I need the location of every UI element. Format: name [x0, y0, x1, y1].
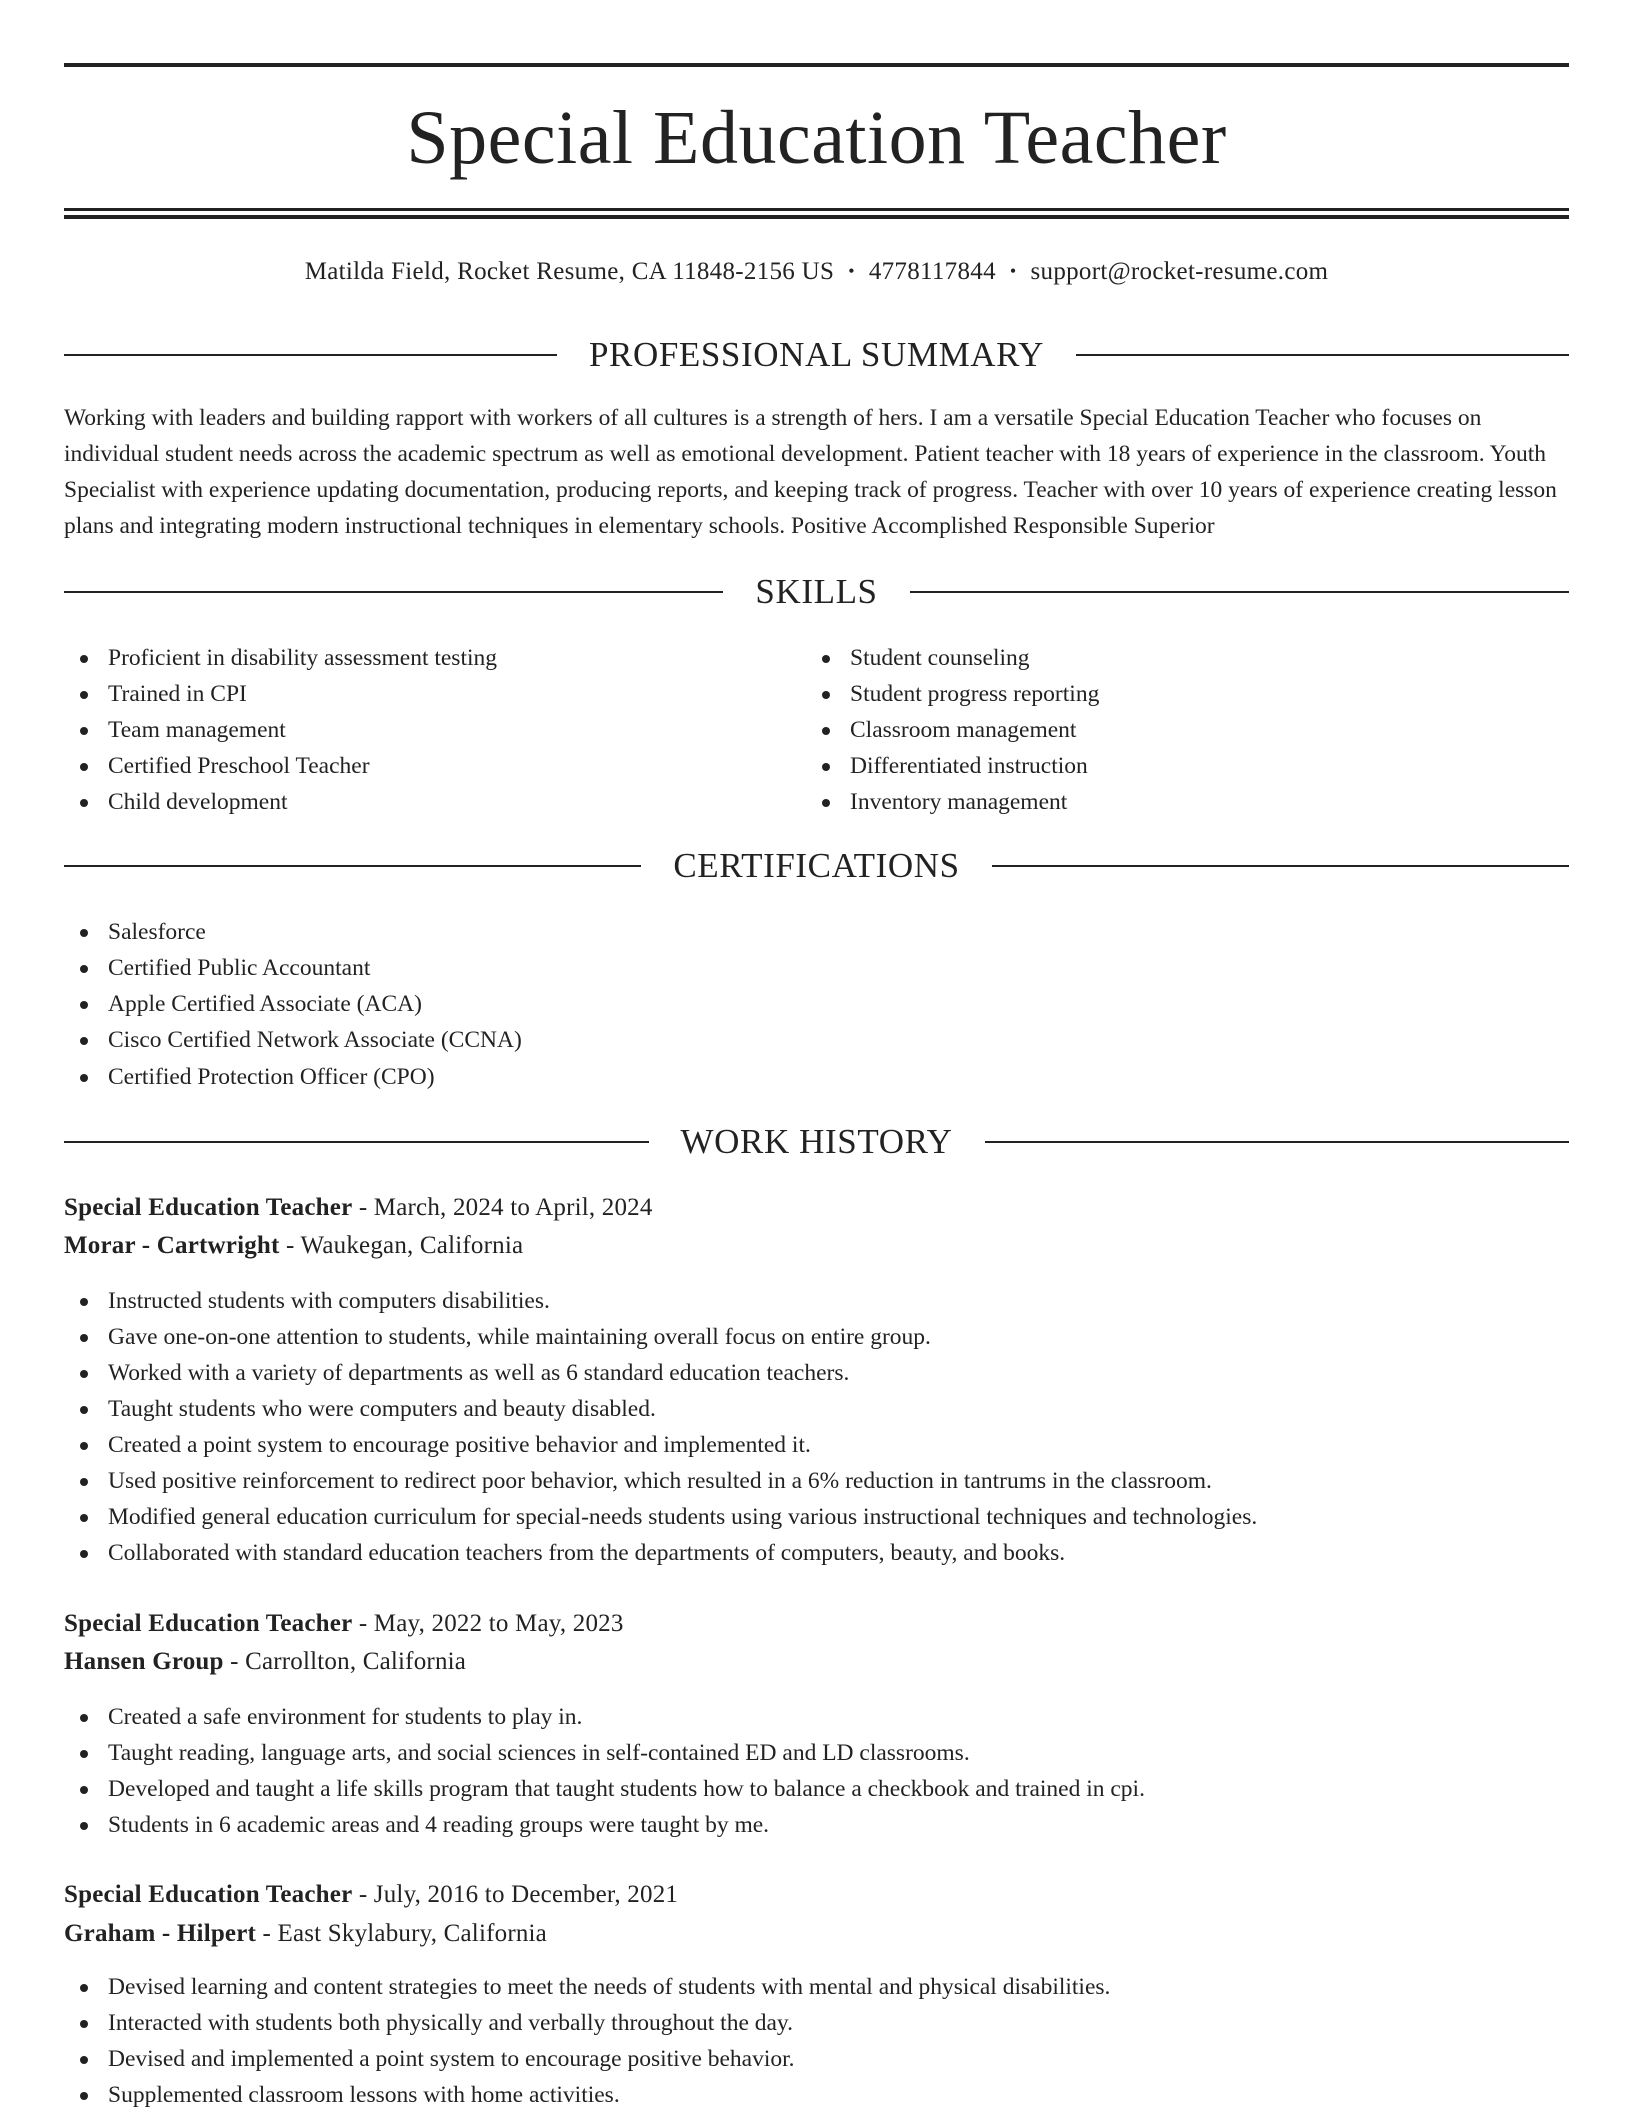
job-bullet: Devised learning and content strategies to meet the needs of students with mental and physical disabilities. — [64, 1969, 1110, 2005]
skill-item: Inventory management — [806, 784, 1099, 820]
job-title: Special Education Teacher — [64, 1194, 353, 1221]
job-bullet: Worked with a variety of departments as well as 6 standard education teachers. — [64, 1355, 1257, 1391]
certifications-heading-label: CERTIFICATIONS — [673, 846, 960, 885]
skill-item: Student counseling — [806, 640, 1099, 676]
job-title-line — [64, 1605, 624, 1643]
certification-item: Apple Certified Associate (ACA) — [64, 986, 522, 1022]
job-company-line — [64, 1915, 547, 1953]
job-company: Morar - Cartwright — [64, 1232, 280, 1259]
job-bullet: Taught reading, language arts, and social sciences in self-contained ED and LD classrooms. — [64, 1735, 1145, 1771]
heading-rule-left — [64, 354, 557, 356]
job-company-line — [64, 1227, 523, 1265]
skills-list-left — [64, 640, 497, 820]
skill-item: Student progress reporting — [806, 676, 1099, 712]
job-bullet: Modified general education curriculum for special-needs students using various instructional techniques and technologies. — [64, 1499, 1257, 1535]
job-location: - Carrollton, California — [223, 1648, 467, 1675]
job-bullet: Instructed students with computers disabilities. — [64, 1283, 1257, 1319]
work-history-heading — [64, 1120, 1569, 1164]
job-title-line — [64, 1189, 653, 1227]
job-bullet: Created a safe environment for students to play in. — [64, 1699, 1145, 1735]
job-bullet: Collaborated with standard education teachers from the departments of computers, beauty, and books. — [64, 1535, 1257, 1571]
contact-separator: • — [1009, 261, 1017, 281]
job-bullet: Gave one-on-one attention to students, while maintaining overall focus on entire group. — [64, 1319, 1257, 1355]
skill-item: Differentiated instruction — [806, 748, 1099, 784]
summary-heading-label: PROFESSIONAL SUMMARY — [588, 335, 1045, 374]
skill-item: Proficient in disability assessment testing — [64, 640, 497, 676]
contact-phone: 4778117844 — [868, 258, 996, 285]
header-double-rule-upper — [64, 208, 1569, 211]
job-dates: - March, 2024 to April, 2024 — [352, 1194, 653, 1221]
job-title: Special Education Teacher — [64, 1610, 353, 1637]
job-title: Special Education Teacher — [64, 1881, 353, 1908]
contact-line — [64, 253, 1569, 290]
contact-email: support@rocket-resume.com — [1030, 258, 1329, 285]
heading-rule-left — [64, 591, 723, 593]
certification-item: Salesforce — [64, 914, 522, 950]
heading-rule-left — [64, 1141, 649, 1143]
job-company: Hansen Group — [64, 1648, 224, 1675]
job-bullet: Devised and implemented a point system to encourage positive behavior. — [64, 2041, 1110, 2077]
certifications-list — [64, 914, 522, 1095]
skill-item: Classroom management — [806, 712, 1099, 748]
job-bullet: Developed and taught a life skills program that taught students how to balance a checkbook and trained in cpi. — [64, 1771, 1145, 1807]
job-bullet: Interacted with students both physically and verbally throughout the day. — [64, 2005, 1110, 2041]
skills-heading-label: SKILLS — [755, 572, 878, 611]
skills-list-right — [806, 640, 1099, 820]
heading-rule-right — [910, 591, 1569, 593]
skill-item: Child development — [64, 784, 497, 820]
certification-item: Cisco Certified Network Associate (CCNA) — [64, 1022, 522, 1058]
job-dates: - May, 2022 to May, 2023 — [352, 1610, 624, 1637]
certification-item: Certified Protection Officer (CPO) — [64, 1059, 522, 1095]
job-bullet: Students in 6 academic areas and 4 reading groups were taught by me. — [64, 1807, 1145, 1843]
job-bullets — [64, 1699, 1145, 1843]
heading-rule-left — [64, 865, 641, 867]
job-bullet: Used positive reinforcement to redirect poor behavior, which resulted in a 6% reduction in tantrums in the classroom. — [64, 1463, 1257, 1499]
work-history-heading-label: WORK HISTORY — [680, 1122, 953, 1161]
heading-rule-right — [985, 1141, 1570, 1143]
heading-rule-right — [992, 865, 1569, 867]
job-bullet: Created a point system to encourage positive behavior and implemented it. — [64, 1427, 1257, 1463]
job-bullet: Taught students who were computers and beauty disabled. — [64, 1391, 1257, 1427]
job-location: - East Skylabury, California — [256, 1920, 547, 1947]
job-bullet: Supplemented classroom lessons with home activities. — [64, 2077, 1110, 2113]
skill-item: Team management — [64, 712, 497, 748]
summary-heading — [64, 333, 1569, 377]
summary-text: Working with leaders and building rapport with workers of all cultures is a strength of hers. I am a versatile Special Education Teacher who focuses on individual student needs across the academic spectrum as well as emotional development. Patient teacher with 18 years of experience in the classroom. Youth Specialist with experience updating documentation, producing reports, and keeping track of progress. Teacher with over 10 years of experience creating lesson plans and integrating modern instructional techniques in elementary schools. Positive Accomplished Responsible Superior — [64, 405, 1557, 539]
job-dates: - July, 2016 to December, 2021 — [352, 1881, 679, 1908]
job-bullets — [64, 1969, 1110, 2113]
contact-separator: • — [848, 261, 855, 281]
header-double-rule-lower — [64, 215, 1569, 219]
skills-heading — [64, 570, 1569, 614]
job-title-line — [64, 1876, 678, 1914]
job-location: - Waukegan, California — [279, 1232, 524, 1259]
heading-rule-right — [1076, 354, 1569, 356]
certification-item: Certified Public Accountant — [64, 950, 522, 986]
job-company: Graham - Hilpert — [64, 1920, 257, 1947]
job-bullets — [64, 1283, 1257, 1571]
certifications-heading — [64, 844, 1569, 888]
resume-title: Special Education Teacher — [406, 96, 1227, 180]
skill-item: Trained in CPI — [64, 676, 497, 712]
header-top-rule — [64, 63, 1569, 67]
skill-item: Certified Preschool Teacher — [64, 748, 497, 784]
job-company-line — [64, 1643, 466, 1681]
contact-address: Matilda Field, Rocket Resume, CA 11848-2156 US — [304, 258, 835, 285]
